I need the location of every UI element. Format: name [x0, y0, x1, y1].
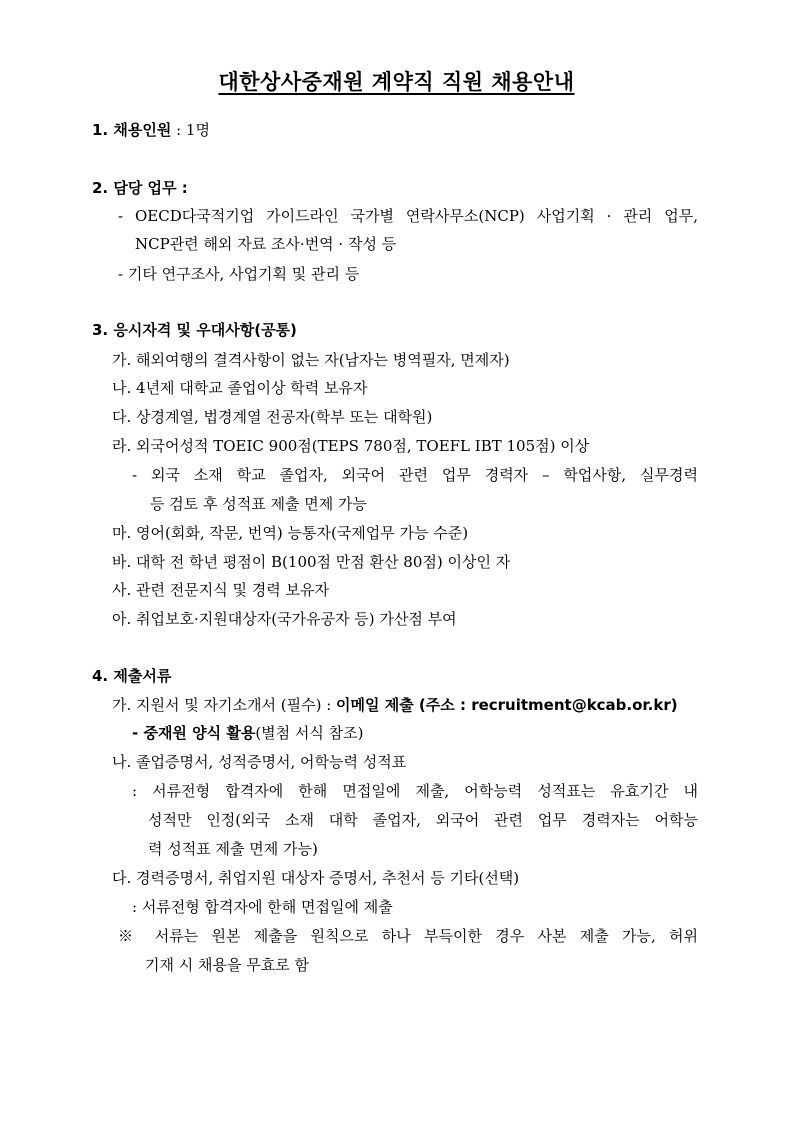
section-3-item-ba: 바. 대학 전 학년 평점이 B(100점 만점 환산 80점) 이상인 자: [112, 553, 511, 571]
form-reference: (별첨 서식 참조): [255, 724, 364, 742]
section-3-item-na: 나. 4년제 대학교 졸업이상 학력 보유자: [112, 379, 368, 397]
document-title-text: 대한상사중재원 계약직 직원 채용안내: [218, 70, 575, 94]
form-usage: - 중재원 양식 활용: [132, 724, 256, 742]
document-title: [0, 66, 793, 96]
section-4-item-na-sub-3: 력 성적표 제출 면제 가능): [148, 840, 318, 858]
section-1-heading: 1. 채용인원: [92, 121, 172, 139]
note-line-2: 기재 시 채용을 무효로 함: [145, 956, 309, 974]
section-3-item-sa: 사. 관련 전문지식 및 경력 보유자: [112, 581, 329, 599]
section-4-item-da-sub: : 서류전형 합격자에 한해 면접일에 제출: [132, 898, 393, 916]
section-3-item-ra-sub-1: - 외국 소재 학교 졸업자, 외국어 관련 업무 경력자 – 학업사항, 실무경력: [132, 466, 698, 484]
section-3-item-a: 아. 취업보호·지원대상자(국가유공자 등) 가산점 부여: [112, 610, 457, 628]
section-4-item-ga-text: 가. 지원서 및 자기소개서 (필수) :: [112, 696, 337, 714]
section-1: [92, 120, 210, 140]
section-4-item-ga-sub: [132, 723, 364, 743]
section-2-line-1: - OECD다국적기업 가이드라인 국가별 연락사무소(NCP) 사업기획 · 관리 업무,: [118, 207, 698, 225]
section-3-item-ra-sub-2: 등 검토 후 성적표 제출 면제 가능: [150, 495, 367, 513]
section-4-item-na: 나. 졸업증명서, 성적증명서, 어학능력 성적표: [112, 753, 407, 771]
section-2-line-3: - 기타 연구조사, 사업기획 및 관리 등: [118, 265, 360, 283]
section-4-item-na-sub-2: 성적만 인정(외국 소재 대학 졸업자, 외국어 관련 업무 경력자는 어학능: [148, 811, 698, 829]
section-3-heading: 3. 응시자격 및 우대사항(공통): [92, 321, 297, 339]
section-4-item-na-sub-1: : 서류전형 합격자에 한해 면접일에 제출, 어학능력 성적표는 유효기간 내: [132, 782, 698, 800]
email-submission: 이메일 제출 (주소 : recruitment@kcab.or.kr): [336, 696, 678, 714]
section-3-item-ra: 라. 외국어성적 TOEIC 900점(TEPS 780점, TOEFL IBT 105점) 이상: [112, 437, 590, 455]
section-4-heading: 4. 제출서류: [92, 667, 172, 685]
section-4-item-ga: [112, 695, 678, 715]
section-1-value: : 1명: [171, 121, 210, 139]
section-3-item-ga: 가. 해외여행의 결격사항이 없는 자(남자는 병역필자, 면제자): [112, 351, 510, 369]
section-3-item-da: 다. 상경계열, 법경계열 전공자(학부 또는 대학원): [112, 408, 433, 426]
section-2-heading: 2. 담당 업무 :: [92, 179, 188, 197]
section-2-line-2: NCP관련 해외 자료 조사·번역 · 작성 등: [135, 235, 397, 253]
section-3-item-ma: 마. 영어(회화, 작문, 번역) 능통자(국제업무 가능 수준): [112, 524, 469, 542]
note-line-1: ※ 서류는 원본 제출을 원칙으로 하나 부득이한 경우 사본 제출 가능, 허위: [118, 927, 698, 945]
section-4-item-da: 다. 경력증명서, 취업지원 대상자 증명서, 추천서 등 기타(선택): [112, 869, 520, 887]
